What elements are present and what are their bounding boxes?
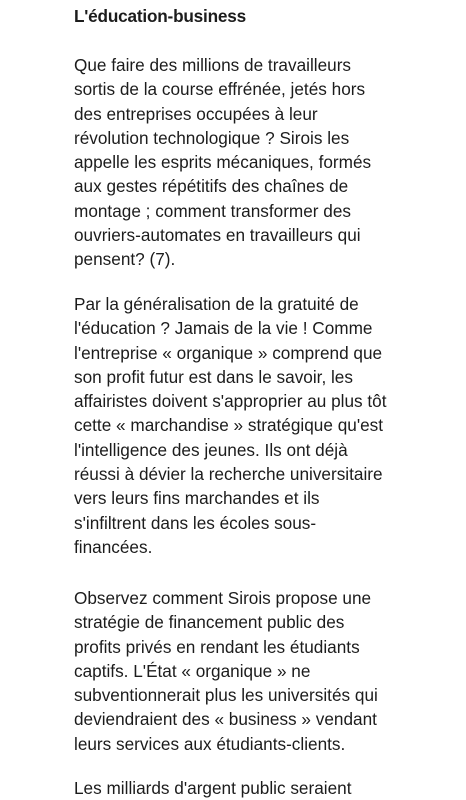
paragraph-line: Observez comment Sirois propose une bbox=[74, 588, 372, 608]
article-heading: L'éducation-business bbox=[74, 6, 246, 26]
paragraph-line: profits privés en rendant les étudiants bbox=[74, 636, 360, 657]
paragraph-line: Par la généralisation de la gratuité de bbox=[74, 294, 359, 314]
paragraph-line: stratégie de financement public des bbox=[74, 612, 345, 633]
paragraph-line: Les milliards d'argent public seraient bbox=[74, 778, 352, 798]
paragraph-line: pensent? (7). bbox=[74, 249, 176, 270]
paragraph-line: montage ; comment transformer des bbox=[74, 200, 352, 221]
paragraph-line: appelle les esprits mécaniques, formés bbox=[74, 152, 372, 173]
paragraph-line: l'intelligence des jeunes. Ils ont déjà bbox=[74, 439, 348, 460]
paragraph-line: subventionnerait plus les universités qui bbox=[74, 685, 378, 706]
paragraph-line: l'éducation ? Jamais de la vie ! Comme bbox=[74, 318, 373, 339]
paragraph-line: financées. bbox=[74, 536, 153, 557]
paragraph-line: son profit futur est dans le savoir, les bbox=[74, 366, 353, 387]
paragraph-3 bbox=[74, 586, 404, 756]
paragraph-line: ouvriers-automates en travailleurs qui bbox=[74, 225, 361, 246]
paragraph-line: révolution technologique ? Sirois les bbox=[74, 127, 350, 148]
paragraph-line: l'entreprise « organique » comprend que bbox=[74, 342, 383, 363]
paragraph-line: aux gestes répétitifs des chaînes de bbox=[74, 176, 349, 197]
paragraph-line: affairistes doivent s'approprier au plus tôt bbox=[74, 391, 387, 412]
paragraph-line: cette « marchandise » stratégique qu'est bbox=[74, 415, 384, 436]
paragraph-line: Que faire des millions de travailleurs bbox=[74, 55, 352, 75]
paragraph-line: leurs services aux étudiants-clients. bbox=[74, 733, 346, 754]
paragraph-2 bbox=[74, 292, 404, 559]
paragraph-line: vers leurs fins marchandes et ils bbox=[74, 488, 320, 509]
paragraph-1 bbox=[74, 53, 404, 272]
paragraph-line: deviendraient des « business » vendant bbox=[74, 709, 377, 730]
paragraph-line: sortis de la course effrénée, jetés hors bbox=[74, 79, 366, 100]
paragraph-4 bbox=[74, 776, 404, 800]
paragraph-line: réussi à dévier la recherche universitaire bbox=[74, 464, 383, 485]
paragraph-line: des entreprises occupées à leur bbox=[74, 103, 318, 124]
paragraph-line: s'infiltrent dans les écoles sous- bbox=[74, 512, 317, 533]
article bbox=[74, 0, 404, 798]
paragraph-line: captifs. L'État « organique » ne bbox=[74, 660, 311, 681]
